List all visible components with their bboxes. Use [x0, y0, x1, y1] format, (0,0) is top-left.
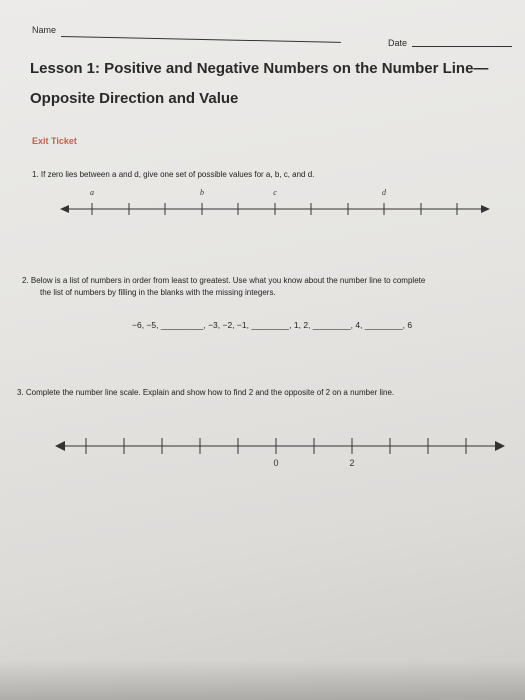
- number-line-2: [55, 432, 505, 472]
- label-zero: 0: [273, 458, 279, 468]
- exit-ticket-label: Exit Ticket: [32, 136, 77, 146]
- label-a: a: [90, 188, 94, 197]
- left-arrow-icon: [60, 205, 69, 213]
- date-label: Date: [388, 38, 408, 48]
- number-line-1: [60, 185, 490, 225]
- integer-sequence[interactable]: −6, −5, _________, −3, −2, −1, ________, 1, 2, ________, 4, ________, 6: [132, 320, 413, 330]
- label-two: 2: [349, 458, 355, 468]
- name-label: Name: [32, 25, 57, 35]
- lesson-title-line1: Lesson 1: Positive and Negative Numbers on the Number Line—: [30, 60, 489, 77]
- label-c: c: [273, 188, 277, 197]
- name-blank[interactable]: [61, 36, 341, 43]
- question-3: 3. Complete the number line scale. Explain and show how to find 2 and the opposite of 2 on a number line.: [17, 388, 395, 397]
- right-arrow-icon: [481, 205, 490, 213]
- question-2-line2: the list of numbers by filling in the blanks with the missing integers.: [40, 288, 276, 297]
- right-arrow-icon: [495, 441, 505, 451]
- question-2-line1: 2. Below is a list of numbers in order from least to greatest. Use what you know about the number line to complete: [22, 276, 426, 285]
- label-b: b: [200, 188, 204, 197]
- date-blank[interactable]: [412, 46, 512, 47]
- label-d: d: [382, 188, 386, 197]
- left-arrow-icon: [55, 441, 65, 451]
- page-shadow: [0, 660, 525, 700]
- lesson-title-line2: Opposite Direction and Value: [30, 90, 239, 107]
- question-1: 1. If zero lies between a and d, give one set of possible values for a, b, c, and d.: [32, 170, 315, 179]
